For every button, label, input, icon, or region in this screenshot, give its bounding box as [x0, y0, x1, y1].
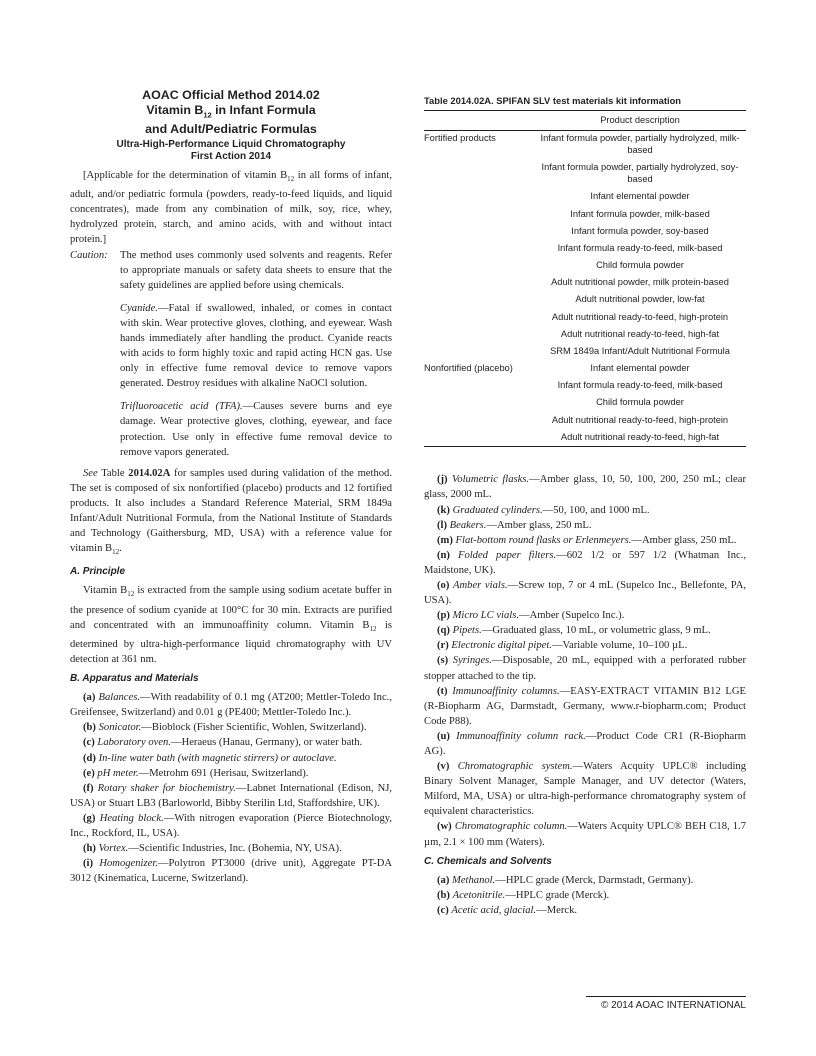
table-cell-group	[424, 292, 534, 309]
table-caption: Table 2014.02A. SPIFAN SLV test materials kit information	[424, 95, 682, 106]
item-letter: (c)	[83, 737, 95, 749]
right-column	[424, 91, 746, 918]
item-text: —Amber glass, 250 mL.	[631, 534, 737, 546]
item-name: Acetic acid, glacial.	[451, 904, 537, 916]
item-text: —Variable volume, 10–100 µL.	[551, 640, 688, 652]
item-text: —HPLC grade (Merck, Darmstadt, Germany).	[495, 874, 694, 886]
item-letter: (b)	[83, 722, 96, 734]
applicability-paragraph	[70, 168, 392, 248]
table-header-group	[424, 111, 534, 131]
item-name: Flat-bottom round flasks or Erlenmeyers.	[455, 534, 632, 546]
item-letter: (c)	[437, 904, 449, 916]
title-line-2: Vitamin B	[146, 102, 204, 117]
section-b-heading: B. Apparatus and Materials	[70, 673, 199, 685]
title-line-3: and Adult/Pediatric Formulas	[145, 122, 317, 137]
item-name: Vortex.	[98, 843, 129, 855]
principle-text-1: Vitamin B	[83, 585, 128, 597]
item-text: —602 1/2 or 597 1/2 (Whatman Inc., Maidstone, UK).	[424, 549, 746, 576]
list-item	[70, 781, 392, 811]
table-row	[424, 257, 746, 274]
table-cell-description: Adult nutritional ready-to-feed, high-protein	[551, 414, 729, 425]
item-text: —Polytron PT3000 (drive unit), Aggregate PT-DA 3012 (Kinematica, Lucerne, Switzerland).	[70, 858, 392, 885]
list-item	[424, 638, 746, 653]
item-letter: (e)	[83, 767, 95, 779]
table-cell-description: Infant formula ready-to-feed, milk-based	[557, 242, 723, 253]
subtitle-technique: Ultra-High-Performance Liquid Chromatography	[116, 138, 346, 150]
title-subscript: 12	[203, 109, 212, 119]
item-letter: (g)	[83, 812, 96, 824]
item-name: In-line water bath (with magnetic stirrers) or autoclave.	[98, 752, 337, 764]
table-row	[424, 326, 746, 343]
list-item	[70, 751, 392, 766]
table-row	[424, 223, 746, 240]
table-row	[424, 240, 746, 257]
item-name: Immunoaffinity column rack.	[456, 730, 586, 742]
table-cell-group	[424, 429, 534, 447]
table-row	[424, 360, 746, 377]
list-item	[424, 623, 746, 638]
list-item	[424, 729, 746, 759]
item-name: Balances.	[98, 692, 140, 704]
table-cell-group: Nonfortified (placebo)	[424, 363, 513, 374]
method-title	[70, 88, 392, 137]
item-text: —Amber glass, 10, 50, 100, 200, 250 mL; clear glass, 2000 mL.	[424, 474, 746, 501]
table-cell-group	[424, 378, 534, 395]
item-letter: (p)	[437, 610, 450, 622]
item-name: Pipets.	[452, 625, 482, 637]
principle-text-2: is extracted from the sample using sodium acetate buffer in the presence of sodium cyanide at 100°C for 30 min. Extracts are purified and concentrated with an immunoaffinity column. Vitamin B	[70, 585, 392, 631]
item-letter: (t)	[437, 685, 448, 697]
table-cell-description: Child formula powder	[596, 260, 684, 271]
table-cell-description: Adult nutritional ready-to-feed, high-fat	[534, 429, 746, 447]
list-item	[424, 548, 746, 578]
table-cell-group	[424, 326, 534, 343]
see-end: .	[119, 543, 122, 555]
table-cell-description: Child formula powder	[596, 397, 684, 408]
table-header-row	[424, 111, 746, 131]
list-item	[424, 503, 746, 518]
table-row	[424, 292, 746, 309]
table-cell-group: Fortified products	[424, 133, 496, 144]
intro-text-rest: in all forms of infant, adult, and/or pediatric formula (powders, ready-to-feed liquids, and liquid concentrates), made from any combination of milk, soy, rice, whey, hydrolyzed protein, starch, and amino acids, with and without intact protein.]	[70, 169, 392, 246]
item-text: —Merck.	[536, 904, 578, 916]
list-item	[424, 518, 746, 533]
item-text: —Waters Acquity UPLC® including Binary Solvent Manager, Sample Manager, and UV detector (Waters, Milford, MA, USA) or ultra-high-performance chromatography system of equivalent characteristics.	[424, 761, 746, 818]
cyanide-text: —Fatal if swallowed, inhaled, or comes in contact with skin. Wear protective gloves, clothing, and eyewear. Wash hands immediately after handling the product. Cyanide reacts with acids to form highly toxic and rapid acting HCN gas. Use only in effective fume removal device to remove vapors generated. Destroy residues with alkaline NaOCl solution.	[120, 302, 392, 390]
table-cell-description: Infant elemental powder	[590, 191, 690, 202]
item-letter: (b)	[437, 889, 450, 901]
table-cell-group	[424, 395, 534, 412]
caution-label: Caution:	[70, 249, 108, 261]
item-name: Acetonitrile.	[452, 889, 506, 901]
item-text: —Disposable, 20 mL, equipped with a perforated rubber stopper attached to the tip.	[424, 655, 746, 682]
item-text: —EASY-EXTRACT VITAMIN B12 LGE (R-Biopharm AG, Darmstadt, Germany, www.r-biopharm.com; Product Code P88).	[424, 685, 746, 727]
item-letter: (r)	[437, 640, 449, 652]
table-row	[424, 429, 746, 447]
table-cell-description: Adult nutritional powder, milk protein-based	[551, 277, 729, 288]
tfa-label: Trifluoroacetic acid (TFA).	[120, 401, 243, 413]
item-letter: (d)	[83, 752, 96, 764]
cyanide-label: Cyanide.	[120, 302, 158, 314]
see-word: See	[83, 467, 98, 479]
item-name: Sonicator.	[98, 722, 142, 734]
section-c-heading: C. Chemicals and Solvents	[424, 855, 552, 867]
item-letter: (k)	[437, 504, 450, 516]
table-body	[424, 130, 746, 447]
see-subscript: 12	[112, 548, 120, 557]
principle-paragraph	[70, 583, 392, 667]
table-cell-group	[424, 160, 534, 189]
item-name: Graduated cylinders.	[452, 504, 543, 516]
item-letter: (u)	[437, 730, 450, 742]
item-letter: (v)	[437, 761, 450, 773]
list-item	[424, 684, 746, 729]
item-name: Folded paper filters.	[457, 549, 557, 561]
list-item	[70, 766, 392, 781]
list-item	[424, 819, 746, 849]
table-cell-description: Infant formula powder, partially hydrolyzed, milk-based	[540, 133, 740, 156]
item-text: —Bioblock (Fisher Scientific, Wohlen, Switzerland).	[141, 722, 367, 734]
item-name: Immunoaffinity columns.	[452, 685, 560, 697]
list-item	[70, 841, 392, 856]
table-cell-group	[424, 275, 534, 292]
table-cell-description: Infant formula powder, milk-based	[570, 208, 710, 219]
table-row	[424, 395, 746, 412]
principle-sub-1: 12	[127, 590, 135, 599]
item-letter: (s)	[437, 655, 449, 667]
item-name: Methanol.	[452, 874, 496, 886]
list-item	[424, 873, 746, 888]
chemicals-list	[424, 873, 746, 918]
table-row	[424, 378, 746, 395]
table-cell-description: Adult nutritional ready-to-feed, high-fat	[560, 328, 720, 339]
item-text: —HPLC grade (Merck).	[505, 889, 610, 901]
item-text: —Metrohm 691 (Herisau, Switzerland).	[138, 767, 309, 779]
table-cell-group	[424, 343, 534, 360]
table-row	[424, 309, 746, 326]
table-cell-group	[424, 309, 534, 326]
table-cell-description: Adult nutritional ready-to-feed, high-protein	[551, 311, 729, 322]
item-text: —Screw top, 7 or 4 mL (Supelco Inc., Bellefonte, PA, USA).	[424, 579, 746, 607]
method-subtitle	[70, 139, 392, 164]
samples-paragraph	[70, 466, 392, 561]
table-cell-description: SRM 1849a Infant/Adult Nutritional Formula	[550, 345, 730, 356]
intro-subscript: 12	[287, 175, 295, 184]
caution-block	[70, 248, 392, 293]
item-letter: (w)	[437, 821, 452, 833]
item-name: Heating block.	[99, 812, 164, 824]
item-letter: (m)	[437, 534, 453, 546]
table-cell-group	[424, 240, 534, 257]
caution-text: The method uses commonly used solvents and reagents. Refer to appropriate manuals or safety data sheets to ensure that the safety guidelines are applied before using chemicals.	[120, 249, 392, 291]
list-item	[70, 811, 392, 841]
apparatus-list-right	[424, 472, 746, 849]
see-text-rest: for samples used during validation of the method. The set is composed of six nonfortified (placebo) products and 12 fortified products. It also includes a Standard Reference Material, SRM 1849a Infant/Adult Nutritional Formula, from the National Institute of Standards and Technology (Gaithersburg, MD, USA) with a reference value for vitamin B	[70, 467, 392, 555]
list-item	[424, 759, 746, 819]
method-title-block	[70, 88, 392, 164]
item-name: Laboratory oven.	[97, 737, 171, 749]
item-text: —Product Code CR1 (R-Biopharm AG).	[424, 730, 747, 757]
table-cell-group	[424, 206, 534, 223]
list-item	[424, 888, 746, 903]
item-name: Chromatographic system.	[457, 761, 573, 773]
list-item	[424, 608, 746, 623]
list-item	[70, 735, 392, 750]
item-text: —Graduated glass, 10 mL, or volumetric glass, 9 mL.	[481, 625, 711, 637]
table-reference[interactable]: 2014.02A	[128, 467, 171, 479]
item-name: Beakers.	[449, 519, 487, 531]
item-text: —Waters Acquity UPLC® BEH C18, 1.7 µm, 2.1 × 100 mm (Waters).	[424, 821, 746, 848]
list-item	[70, 690, 392, 720]
item-text: —With nitrogen evaporation (Pierce Biotechnology, Inc., Rockford, IL, USA).	[70, 812, 393, 839]
intro-text: [Applicable for the determination of vitamin B	[83, 169, 288, 181]
item-letter: (q)	[437, 625, 450, 637]
item-letter: (o)	[437, 579, 450, 591]
tfa-warning	[120, 399, 392, 459]
cyanide-warning	[120, 301, 392, 392]
left-column	[70, 88, 392, 886]
title-line-1: AOAC Official Method 2014.02	[142, 88, 320, 102]
list-item	[424, 472, 746, 502]
item-letter: (h)	[83, 843, 96, 855]
item-text: —50, 100, and 1000 mL.	[542, 504, 650, 516]
item-name: pH meter.	[97, 767, 139, 779]
list-item	[424, 578, 746, 608]
tfa-text: —Causes severe burns and eye damage. Wear protective gloves, clothing, eyewear, and face protection. Use only in effective fume removal device to remove vapors generated.	[120, 401, 392, 458]
section-a-heading: A. Principle	[70, 566, 126, 578]
list-item	[70, 856, 392, 886]
item-name: Syringes.	[452, 655, 492, 667]
item-text: —With readability of 0.1 mg (AT200; Mettler-Toledo Inc., Greifensee, Switzerland) and 0.01 g (PE400; Mettler-Toledo Inc.).	[70, 692, 392, 719]
table-row	[424, 412, 746, 429]
item-letter: (f)	[83, 782, 94, 794]
table-cell-description: Infant formula powder, soy-based	[571, 225, 709, 236]
table-cell-description: Infant elemental powder	[590, 363, 690, 374]
item-letter: (i)	[83, 858, 93, 870]
subtitle-status: First Action 2014	[190, 151, 272, 163]
table-row	[424, 130, 746, 159]
list-item	[424, 903, 746, 918]
table-cell-group	[424, 257, 534, 274]
table-row	[424, 275, 746, 292]
table-cell-group	[424, 189, 534, 206]
table-cell-description: Infant formula ready-to-feed, milk-based	[557, 380, 723, 391]
item-text: —Scientific Industries, Inc. (Bohemia, NY, USA).	[128, 843, 342, 855]
table-row	[424, 160, 746, 189]
table-row	[424, 189, 746, 206]
table-row	[424, 206, 746, 223]
copyright-footer: © 2014 AOAC INTERNATIONAL	[586, 996, 746, 1011]
item-letter: (n)	[437, 549, 450, 561]
item-name: Chromatographic column.	[454, 821, 568, 833]
item-text: —Amber glass, 250 mL.	[486, 519, 592, 531]
item-name: Amber vials.	[453, 579, 508, 591]
list-item	[70, 720, 392, 735]
item-name: Volumetric flasks.	[452, 474, 530, 486]
item-letter: (l)	[437, 519, 447, 531]
principle-text-3: is determined by ultra-high-performance liquid chromatography with UV detection at 361 nm.	[70, 619, 393, 666]
table-cell-group	[424, 412, 534, 429]
item-name: Electronic digital pipet.	[451, 640, 552, 652]
title-line-2-rest: in Infant Formula	[211, 102, 316, 117]
item-name: Micro LC vials.	[452, 610, 520, 622]
item-letter: (j)	[437, 474, 448, 486]
test-materials-table	[424, 110, 746, 447]
list-item	[424, 653, 746, 683]
apparatus-list-left	[70, 690, 392, 886]
see-text: Table	[97, 467, 129, 479]
table-header-description: Product description	[534, 111, 746, 131]
item-text: —Heraeus (Hanau, Germany), or water bath.	[170, 737, 363, 749]
item-name: Homogenizer.	[99, 858, 158, 870]
table-row	[424, 343, 746, 360]
item-letter: (a)	[83, 692, 96, 704]
table-cell-group	[424, 223, 534, 240]
list-item	[424, 533, 746, 548]
principle-sub-2: 12	[369, 624, 377, 633]
item-letter: (a)	[437, 874, 450, 886]
item-text: —Labnet International (Edison, NJ, USA) or Stuart LB3 (Barloworld, Bibby Sterilin Ltd, Staffordshire, UK).	[70, 782, 393, 809]
table-cell-description: Infant formula powder, partially hydrolyzed, soy-based	[541, 162, 739, 185]
item-name: Rotary shaker for biochemistry.	[97, 782, 236, 794]
table-cell-description: Adult nutritional powder, low-fat	[575, 294, 705, 305]
item-text: —Amber (Supelco Inc.).	[519, 610, 625, 622]
